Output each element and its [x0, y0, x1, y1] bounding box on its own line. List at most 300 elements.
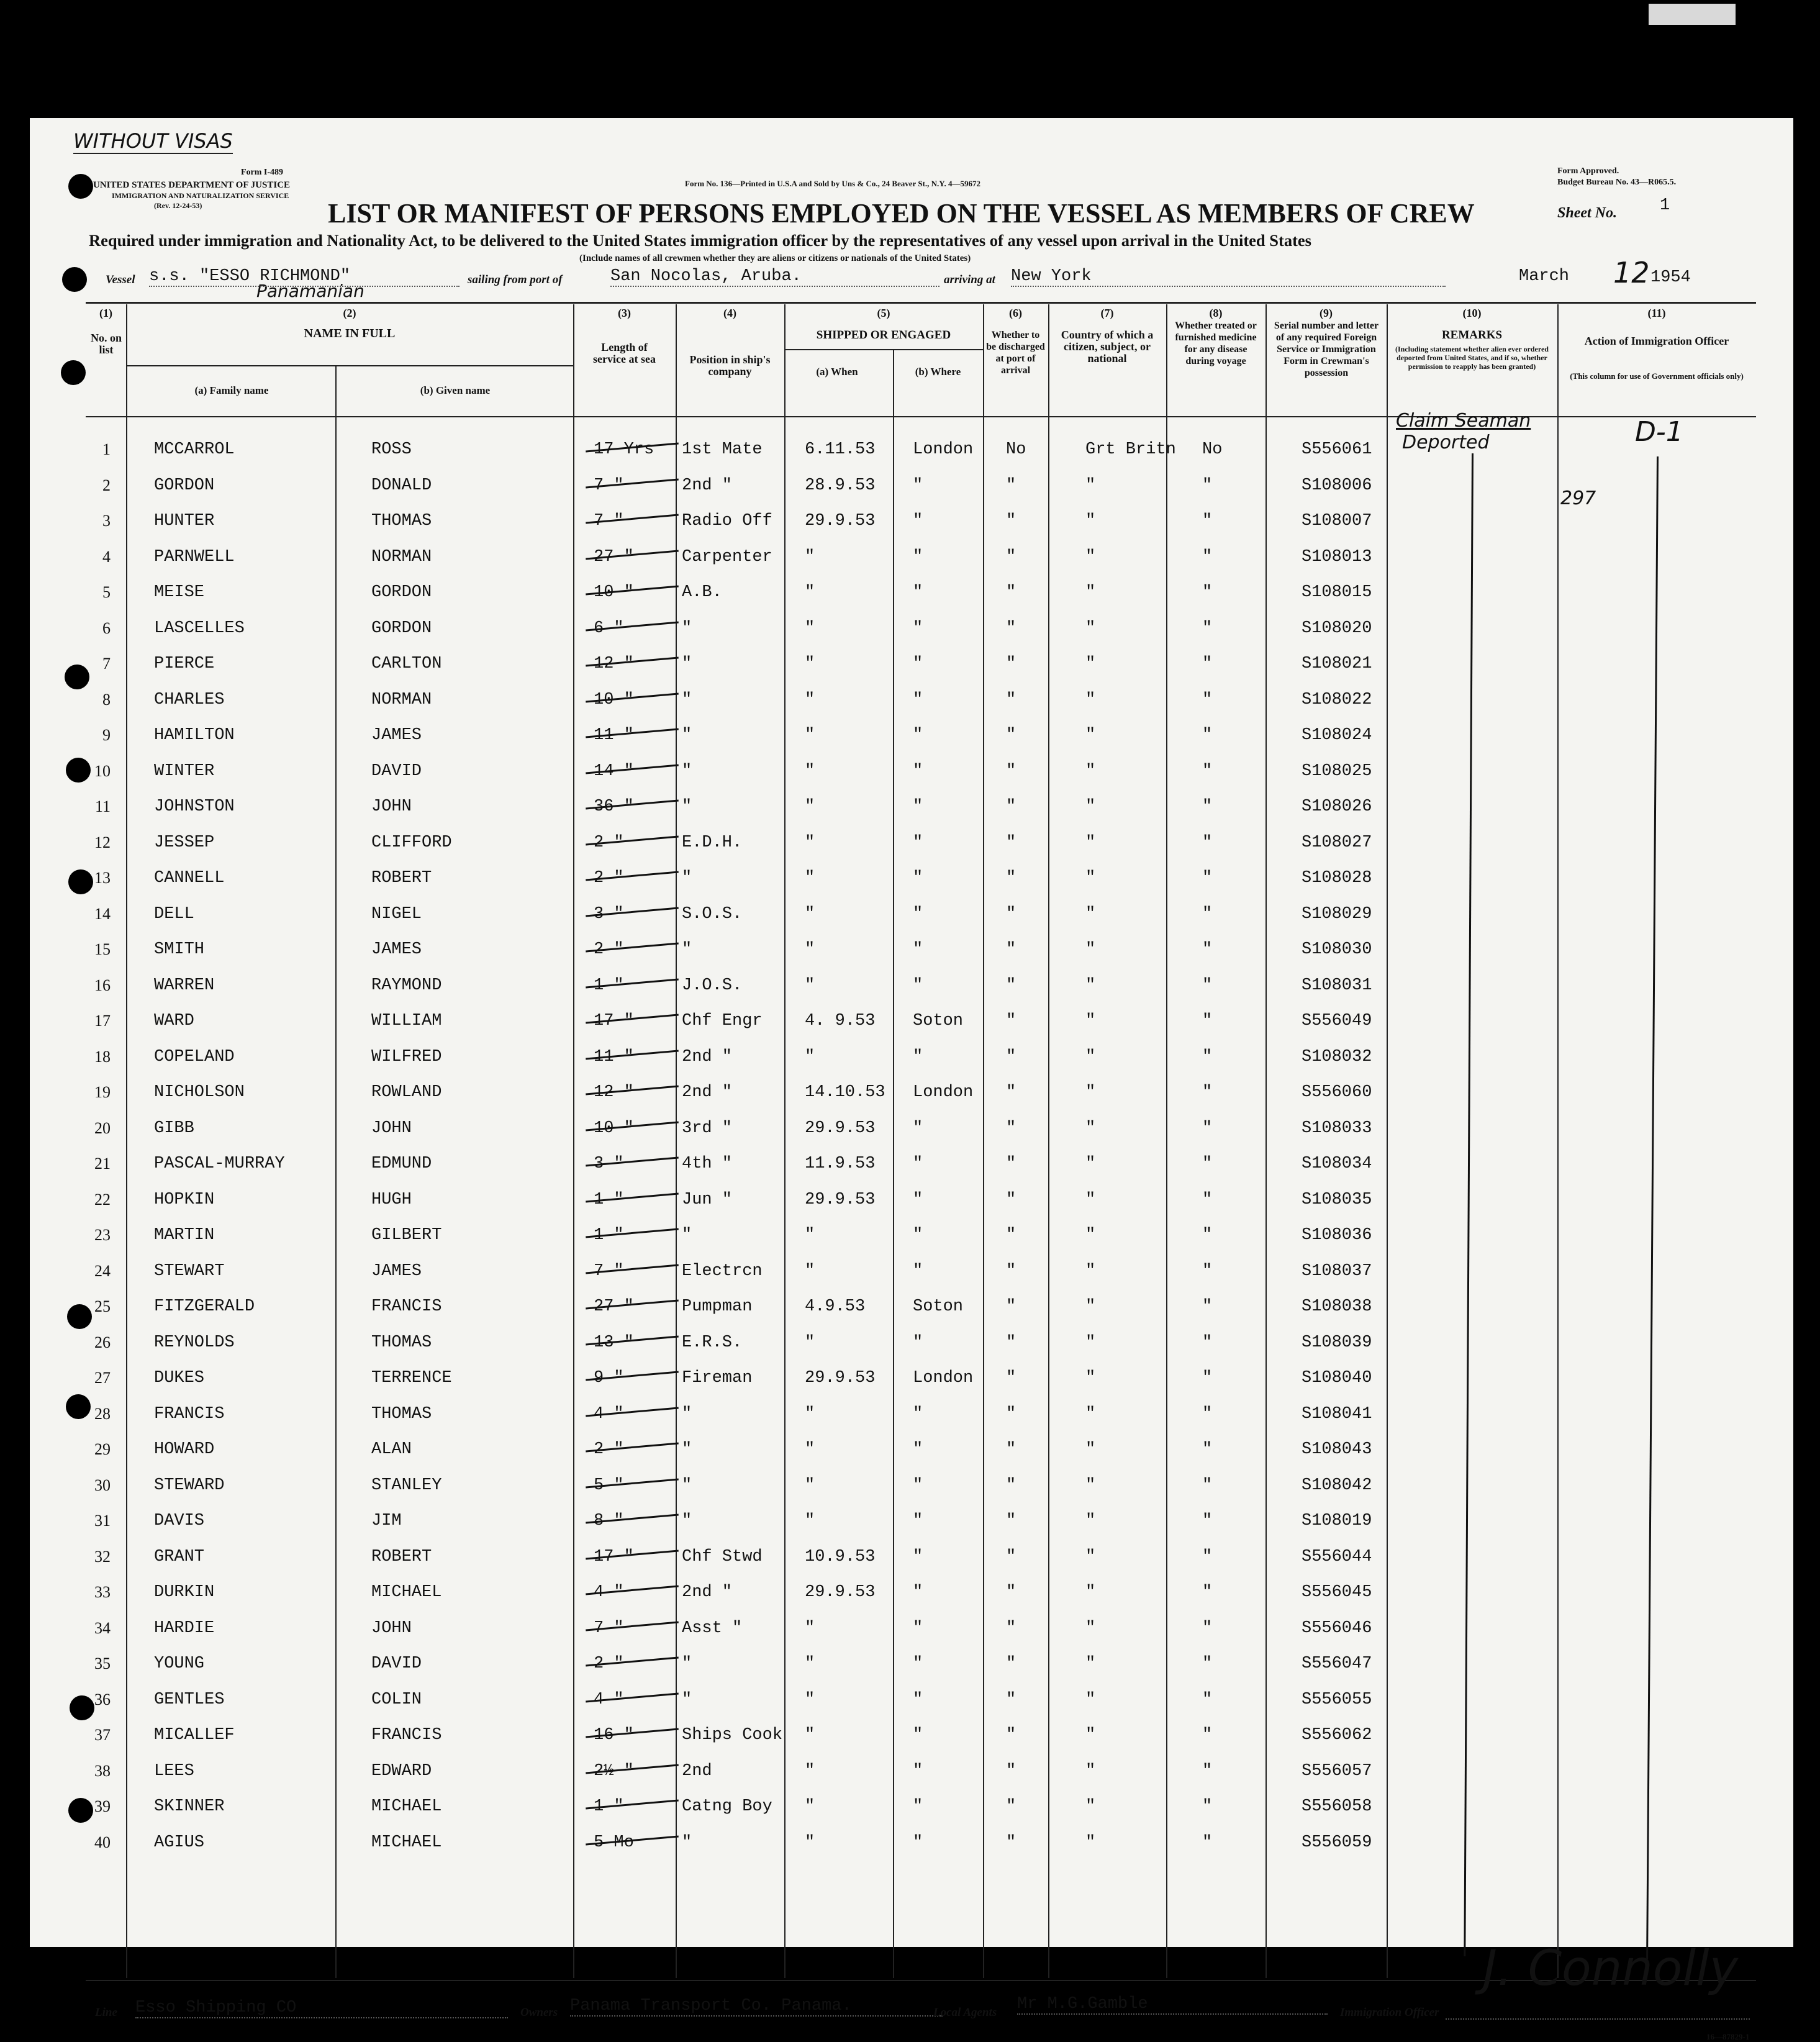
arriving-label: arriving at [944, 273, 995, 286]
row-number: 31 [94, 1512, 111, 1530]
shipped-where: " [913, 1547, 923, 1566]
given-name: WILLIAM [371, 1012, 442, 1030]
length-of-service: 3 " [594, 904, 624, 923]
col-5-header: SHIPPED OR ENGAGED [816, 329, 951, 342]
discharge-status: " [1006, 1726, 1016, 1745]
shipped-when: " [805, 1618, 815, 1638]
serial-number: S108028 [1302, 869, 1372, 887]
sheet-number: 1 [1660, 196, 1670, 215]
position: J.O.S. [682, 976, 743, 995]
row-number: 7 [102, 655, 111, 673]
discharge-status: No [1006, 440, 1026, 459]
shipped-where: " [913, 940, 923, 959]
family-name: JESSEP [154, 833, 215, 852]
agency-revision: (Rev. 12-24-53) [154, 201, 202, 210]
row-number: 10 [94, 761, 111, 780]
shipped-where: " [913, 797, 923, 816]
arrival-month: March [1519, 267, 1570, 286]
discharge-status: " [1006, 476, 1016, 495]
medicine-status: " [1202, 583, 1213, 602]
shipped-when: 28.9.53 [805, 476, 876, 495]
table-row [86, 1397, 1756, 1432]
position: 3rd " [682, 1119, 733, 1138]
serial-number: S556061 [1302, 440, 1372, 459]
serial-number: S108020 [1302, 619, 1372, 638]
given-name: ROWLAND [371, 1083, 442, 1102]
serial-number: S108006 [1302, 476, 1372, 495]
position: 1st Mate [682, 440, 763, 459]
shipped-when: " [805, 761, 815, 781]
length-of-service: 17 " [594, 1547, 634, 1566]
serial-number: S108019 [1302, 1512, 1372, 1530]
medicine-status: " [1202, 1047, 1213, 1066]
medicine-status: " [1202, 547, 1213, 566]
table-row [86, 504, 1756, 539]
discharge-status: " [1006, 1583, 1016, 1602]
family-name: WARREN [154, 976, 215, 995]
length-of-service: 4 " [594, 1583, 624, 1602]
shipped-where: " [913, 1654, 923, 1673]
discharge-status: " [1006, 1476, 1016, 1495]
citizenship-country: " [1085, 1583, 1096, 1602]
position: " [682, 1690, 692, 1709]
family-name: WARD [154, 1012, 194, 1030]
table-row [86, 1469, 1756, 1504]
row-number: 4 [102, 547, 111, 566]
without-visas-note: WITHOUT VISAS [73, 129, 233, 153]
family-name: HOPKIN [154, 1190, 215, 1209]
shipped-where: " [913, 547, 923, 566]
table-row [86, 1683, 1756, 1718]
length-of-service: 36 " [594, 797, 634, 816]
budget-bureau-number: Budget Bureau No. 43—R065.5. [1557, 178, 1677, 187]
given-name: MICHAEL [371, 1797, 442, 1816]
document-subtitle: Required under immigration and Nationality Act, to be delivered to the United States immigration officer by the representatives of any vessel upon arrival in the United States [89, 231, 1311, 250]
form-approved: Form Approved. [1557, 166, 1619, 176]
officer-label: Immigration Officer [1340, 2006, 1439, 2019]
citizenship-country: " [1085, 1119, 1096, 1138]
position: 2nd " [682, 476, 733, 495]
discharge-status: " [1006, 1690, 1016, 1709]
col-11-note: (This column for use of Government officials only) [1570, 371, 1744, 381]
citizenship-country: " [1085, 1047, 1096, 1066]
family-name: WINTER [154, 761, 215, 781]
length-of-service: 10 " [594, 1119, 634, 1138]
shipped-where: London [913, 1083, 974, 1102]
serial-number: S108031 [1302, 976, 1372, 995]
length-of-service: 2 " [594, 1440, 624, 1459]
given-name: NIGEL [371, 904, 422, 923]
position: " [682, 1226, 692, 1245]
position: A.B. [682, 583, 722, 602]
family-name: FITZGERALD [154, 1297, 255, 1316]
serial-number: S108039 [1302, 1333, 1372, 1352]
medicine-status: " [1202, 1261, 1213, 1281]
row-number: 39 [94, 1797, 111, 1815]
position: " [682, 1440, 692, 1459]
table-row [86, 1826, 1756, 1861]
table-row [86, 540, 1756, 575]
length-of-service: 5 " [594, 1476, 624, 1495]
given-name: GORDON [371, 619, 432, 638]
discharge-status: " [1006, 583, 1016, 602]
position: " [682, 869, 692, 887]
remarks-deported-note: Deported [1402, 432, 1490, 453]
position: " [682, 1654, 692, 1673]
length-of-service: 7 " [594, 1261, 624, 1281]
length-of-service: 7 " [594, 476, 624, 495]
col-3-header: Length of service at sea [593, 341, 656, 365]
col-10-header: REMARKS [1441, 329, 1503, 342]
discharge-status: " [1006, 1226, 1016, 1245]
position: Asst " [682, 1618, 743, 1638]
shipped-where: " [913, 1440, 923, 1459]
shipped-where: " [913, 1512, 923, 1530]
shipped-when: " [805, 1833, 815, 1852]
sailing-port: San Nocolas, Aruba. [610, 267, 939, 287]
serial-number: S108032 [1302, 1047, 1372, 1066]
given-name: GILBERT [371, 1226, 442, 1245]
length-of-service: 2 " [594, 1654, 624, 1673]
shipped-when: " [805, 583, 815, 602]
shipped-where: " [913, 1047, 923, 1066]
table-row [86, 933, 1756, 968]
col-8-header: Whether treated or furnished medicine for any disease during voyage [1175, 320, 1257, 366]
family-name: MARTIN [154, 1226, 215, 1245]
shipped-when: 4. 9.53 [805, 1012, 876, 1030]
citizenship-country: " [1085, 1297, 1096, 1316]
medicine-status: " [1202, 1012, 1213, 1030]
table-row [86, 1504, 1756, 1539]
citizenship-country: " [1085, 655, 1096, 673]
discharge-status: " [1006, 726, 1016, 745]
table-row [86, 1040, 1756, 1075]
citizenship-country: " [1085, 1618, 1096, 1638]
citizenship-country: " [1085, 1654, 1096, 1673]
position: " [682, 619, 692, 638]
shipped-where: " [913, 1583, 923, 1602]
serial-number: S108007 [1302, 512, 1372, 530]
discharge-status: " [1006, 1119, 1016, 1138]
discharge-status: " [1006, 761, 1016, 781]
position: Pumpman [682, 1297, 753, 1316]
col-2b-header: (b) Given name [420, 384, 491, 396]
row-number: 12 [94, 833, 111, 851]
shipped-when: " [805, 1654, 815, 1673]
col-11-header: Action of Immigration Officer [1584, 335, 1729, 347]
shipped-when: 4.9.53 [805, 1297, 866, 1316]
discharge-status: " [1006, 1012, 1016, 1030]
shipped-when: 29.9.53 [805, 1369, 876, 1387]
table-row [86, 1326, 1756, 1361]
col-5-number: (5) [877, 307, 890, 319]
given-name: JOHN [371, 797, 412, 816]
citizenship-country: " [1085, 512, 1096, 530]
length-of-service: 7 " [594, 1618, 624, 1638]
position: " [682, 1404, 692, 1423]
table-row [86, 1361, 1756, 1396]
given-name: MICHAEL [371, 1583, 442, 1602]
row-number: 26 [94, 1333, 111, 1351]
citizenship-country: " [1085, 940, 1096, 959]
serial-number: S108024 [1302, 726, 1372, 745]
discharge-status: " [1006, 1654, 1016, 1673]
shipped-when: " [805, 869, 815, 887]
family-name: MEISE [154, 583, 205, 602]
length-of-service: 3 " [594, 1155, 624, 1173]
serial-number: S556062 [1302, 1726, 1372, 1745]
row-number: 5 [102, 583, 111, 601]
position: " [682, 761, 692, 781]
citizenship-country: " [1085, 1190, 1096, 1209]
given-name: CLIFFORD [371, 833, 452, 852]
shipped-where: " [913, 1726, 923, 1745]
family-name: DAVIS [154, 1512, 205, 1530]
row-number: 20 [94, 1119, 111, 1137]
length-of-service: 27 " [594, 1297, 634, 1316]
col-1-number: (1) [99, 307, 112, 319]
table-row [86, 683, 1756, 718]
length-of-service: 2 " [594, 940, 624, 959]
length-of-service: 2 " [594, 833, 624, 852]
shipped-where: " [913, 1833, 923, 1852]
given-name: JAMES [371, 1261, 422, 1281]
shipped-when: " [805, 1797, 815, 1816]
medicine-status: " [1202, 904, 1213, 923]
shipped-where: " [913, 476, 923, 495]
discharge-status: " [1006, 797, 1016, 816]
length-of-service: 12 " [594, 1083, 634, 1102]
length-of-service: 27 " [594, 547, 634, 566]
family-name: DURKIN [154, 1583, 215, 1602]
table-row [86, 719, 1756, 753]
sailing-label: sailing from port of [468, 273, 563, 286]
action-code-3: 297 [1560, 488, 1596, 509]
discharge-status: " [1006, 655, 1016, 673]
shipped-where: " [913, 1333, 923, 1352]
col-5a-header: (a) When [816, 366, 858, 378]
serial-number: S108043 [1302, 1440, 1372, 1459]
table-row [86, 1647, 1756, 1682]
shipped-when: " [805, 1047, 815, 1066]
citizenship-country: " [1085, 726, 1096, 745]
medicine-status: " [1202, 512, 1213, 530]
discharge-status: " [1006, 976, 1016, 995]
citizenship-country: " [1085, 1440, 1096, 1459]
row-number: 35 [94, 1654, 111, 1672]
given-name: EDWARD [371, 1761, 432, 1781]
line-label: Line [95, 2006, 117, 2019]
shipped-when: " [805, 1690, 815, 1709]
position: S.O.S. [682, 904, 743, 923]
shipped-where: " [913, 833, 923, 852]
officer-signature: J. Connolly [1483, 1941, 1738, 1997]
family-name: MCCARROL [154, 440, 235, 459]
family-name: LASCELLES [154, 619, 245, 638]
position: Radio Off [682, 512, 772, 530]
nationality-note: Panamanian [256, 281, 364, 301]
family-name: AGIUS [154, 1833, 205, 1852]
position: 2nd " [682, 1047, 733, 1066]
discharge-status: " [1006, 512, 1016, 530]
shipped-when: " [805, 797, 815, 816]
shipped-when: 29.9.53 [805, 1583, 876, 1602]
length-of-service: 6 " [594, 619, 624, 638]
family-name: YOUNG [154, 1654, 205, 1673]
serial-number: S108037 [1302, 1261, 1372, 1281]
shipped-where: " [913, 619, 923, 638]
length-of-service: 14 " [594, 761, 634, 781]
remarks-claim-note: Claim Seaman [1396, 410, 1531, 432]
length-of-service: 8 " [594, 1512, 624, 1530]
serial-number: S556058 [1302, 1797, 1372, 1816]
agents-label: Local Agents [933, 2006, 997, 2019]
shipped-where: Soton [913, 1012, 964, 1030]
medicine-status: " [1202, 1190, 1213, 1209]
form-code: 16—87829-1 [1706, 2032, 1750, 2041]
col-2a-header: (a) Family name [194, 384, 269, 396]
shipped-when: " [805, 904, 815, 923]
discharge-status: " [1006, 690, 1016, 709]
col-8-number: (8) [1209, 307, 1223, 319]
length-of-service: 12 " [594, 655, 634, 673]
family-name: LEES [154, 1761, 194, 1781]
col-4-header: Position in ship's company [689, 353, 771, 378]
col-6-header: Whether to be discharged at port of arrival [986, 330, 1045, 376]
given-name: NORMAN [371, 547, 432, 566]
row-number: 27 [94, 1369, 111, 1387]
serial-number: S108027 [1302, 833, 1372, 852]
shipped-when: " [805, 1726, 815, 1745]
col-4-number: (4) [723, 307, 736, 319]
shipped-where: " [913, 1226, 923, 1245]
row-number: 16 [94, 976, 111, 994]
given-name: DAVID [371, 761, 422, 781]
citizenship-country: " [1085, 1726, 1096, 1745]
citizenship-country: " [1085, 1833, 1096, 1852]
length-of-service: 4 " [594, 1690, 624, 1709]
length-of-service: 13 " [594, 1333, 634, 1352]
given-name: MICHAEL [371, 1833, 442, 1852]
citizenship-country: " [1085, 1012, 1096, 1030]
col-1-header: No. on list [91, 332, 122, 356]
given-name: GORDON [371, 583, 432, 602]
length-of-service: 17 Yrs [594, 440, 654, 459]
discharge-status: " [1006, 1333, 1016, 1352]
table-row [86, 755, 1756, 789]
position: Ships Cook [682, 1726, 783, 1745]
position: " [682, 940, 692, 959]
medicine-status: " [1202, 1404, 1213, 1423]
citizenship-country: " [1085, 1083, 1096, 1102]
shipped-when: 10.9.53 [805, 1547, 876, 1566]
medicine-status: " [1202, 1583, 1213, 1602]
citizenship-country: " [1085, 1261, 1096, 1281]
discharge-status: " [1006, 1047, 1016, 1066]
col-3-number: (3) [618, 307, 631, 319]
position: " [682, 1512, 692, 1530]
medicine-status: " [1202, 1761, 1213, 1781]
position: Electrcn [682, 1261, 763, 1281]
col-7-header: Country of which a citizen, subject, or national [1061, 329, 1154, 365]
shipped-where: " [913, 690, 923, 709]
citizenship-country: " [1085, 761, 1096, 781]
table-row [86, 1255, 1756, 1289]
shipped-where: " [913, 512, 923, 530]
serial-number: S556045 [1302, 1583, 1372, 1602]
citizenship-country: " [1085, 1797, 1096, 1816]
shipped-where: " [913, 761, 923, 781]
col-2-number: (2) [343, 307, 356, 319]
length-of-service: 1 " [594, 1797, 624, 1816]
family-name: GRANT [154, 1547, 205, 1566]
table-row [86, 469, 1756, 504]
serial-number: S108041 [1302, 1404, 1372, 1423]
table-row [86, 969, 1756, 1004]
discharge-status: " [1006, 1404, 1016, 1423]
serial-number: S108026 [1302, 797, 1372, 816]
agency-division: IMMIGRATION AND NATURALIZATION SERVICE [112, 191, 289, 200]
family-name: REYNOLDS [154, 1333, 235, 1352]
row-number: 14 [94, 904, 111, 923]
local-agents: Mr M.G.Gamble [1017, 1995, 1328, 2015]
row-number: 28 [94, 1404, 111, 1423]
row-number: 21 [94, 1155, 111, 1173]
family-name: JOHNSTON [154, 797, 235, 816]
length-of-service: 16 " [594, 1726, 634, 1745]
position: Fireman [682, 1369, 753, 1387]
given-name: JOHN [371, 1119, 412, 1138]
citizenship-country: " [1085, 1369, 1096, 1387]
medicine-status: " [1202, 1297, 1213, 1316]
medicine-status: " [1202, 619, 1213, 638]
family-name: DUKES [154, 1369, 205, 1387]
medicine-status: " [1202, 1547, 1213, 1566]
family-name: CHARLES [154, 690, 225, 709]
serial-number: S108042 [1302, 1476, 1372, 1495]
row-number: 30 [94, 1476, 111, 1494]
family-name: FRANCIS [154, 1404, 225, 1423]
given-name: STANLEY [371, 1476, 442, 1495]
serial-number: S108033 [1302, 1119, 1372, 1138]
medicine-status: " [1202, 976, 1213, 995]
citizenship-country: " [1085, 1333, 1096, 1352]
serial-number: S108034 [1302, 1155, 1372, 1173]
length-of-service: 1 " [594, 1190, 624, 1209]
position: " [682, 690, 692, 709]
table-row [86, 1112, 1756, 1146]
row-number: 24 [94, 1261, 111, 1280]
shipped-when: " [805, 1261, 815, 1281]
table-row [86, 861, 1756, 896]
discharge-status: " [1006, 1761, 1016, 1781]
col-9-number: (9) [1320, 307, 1333, 319]
shipped-when: " [805, 833, 815, 852]
length-of-service: 17 " [594, 1012, 634, 1030]
family-name: STEWARD [154, 1476, 225, 1495]
citizenship-country: " [1085, 1404, 1096, 1423]
given-name: TERRENCE [371, 1369, 452, 1387]
col-7-number: (7) [1100, 307, 1114, 319]
shipped-when: " [805, 1440, 815, 1459]
medicine-status: " [1202, 833, 1213, 852]
scan-edge-strip [1649, 4, 1736, 25]
row-number: 40 [94, 1833, 111, 1851]
shipped-when: 29.9.53 [805, 1190, 876, 1209]
serial-number: S108030 [1302, 940, 1372, 959]
given-name: CARLTON [371, 655, 442, 673]
shipped-when: " [805, 1404, 815, 1423]
